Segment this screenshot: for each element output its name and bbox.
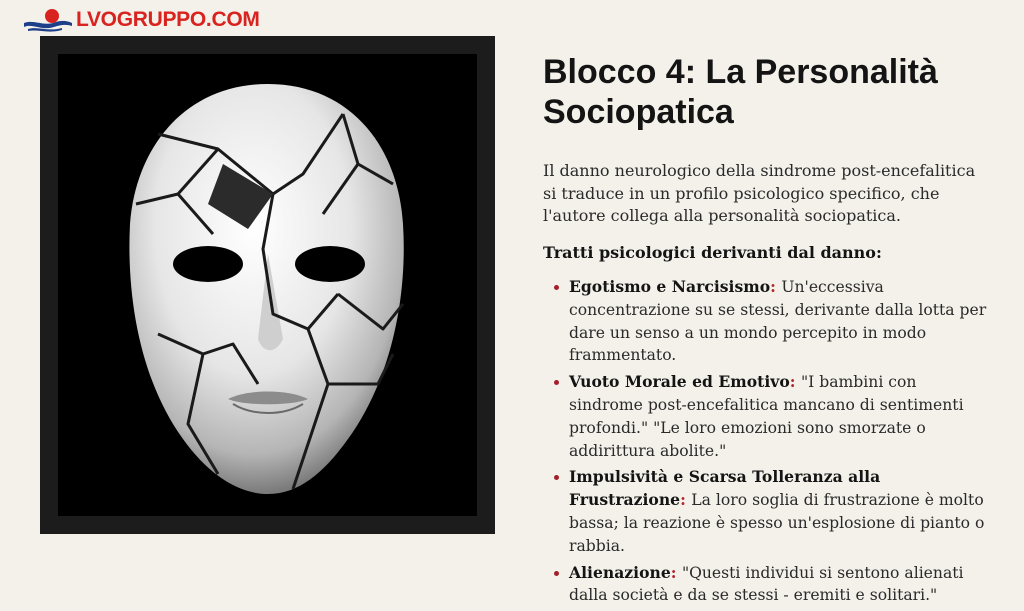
intro-paragraph: Il danno neurologico della sindrome post-encefalitica si traduce in un profilo psicologico specifico, che l'autore collega alla personalità sociopatica. (543, 161, 976, 225)
trait-term: Egotismo e Narcisismo (569, 277, 771, 296)
trait-term: Alienazione (569, 562, 671, 582)
list-item: Alienazione: "Questi individui si sentono alienati dalla società e da se stessi - eremiti e solitari." (553, 562, 993, 608)
page-title: Blocco 4: La Personalità Sociopatica (543, 53, 938, 131)
trait-term: Vuoto Morale ed Emotivo (569, 372, 790, 392)
list-item: Impulsività e Scarsa Tolleranza alla Frustrazione: La loro soglia di frustrazione è molto bassa; la reazione è spesso un'esplosione di pianto o rabbia. (553, 466, 993, 557)
brand-name: LVOGRUPPO.COM (76, 8, 260, 31)
trait-term: Impulsività e Scarsa Tolleranza alla Frustrazione (569, 467, 881, 510)
mask-image-frame (40, 36, 495, 534)
trait-description: "Questi individui si sentono alienati dalla società e da se stessi - eremiti e solitari." (569, 563, 964, 605)
trait-description: La loro soglia di frustrazione è molto bassa; la reazione è spesso un'esplosione di pianto o rabbia. (569, 491, 985, 555)
list-item: Vuoto Morale ed Emotivo: "I bambini con sindrome post-encefalitica mancano di sentimenti profondi." "Le loro emozioni sono smorzate o addirittura abolite." (553, 371, 993, 462)
mask-image (58, 54, 477, 516)
logo-emblem-icon (22, 7, 72, 33)
traits-heading: Tratti psicologici derivanti dal danno: (543, 243, 882, 262)
traits-list (553, 276, 993, 611)
brand-logo[interactable] (22, 6, 260, 34)
trait-description: "I bambini con sindrome post-encefalitica mancano di sentimenti profondi." "Le loro emozioni sono smorzate o addirittura abolite." (569, 373, 964, 460)
trait-description: Un'eccessiva concentrazione su se stessi, derivante dalla lotta per dare un senso a un mondo percepito in modo frammentato. (569, 278, 987, 365)
list-item: Egotismo e Narcisismo: Un'eccessiva concentrazione su se stessi, derivante dalla lotta per dare un senso a un mondo percepito in modo frammentato. (553, 276, 993, 367)
